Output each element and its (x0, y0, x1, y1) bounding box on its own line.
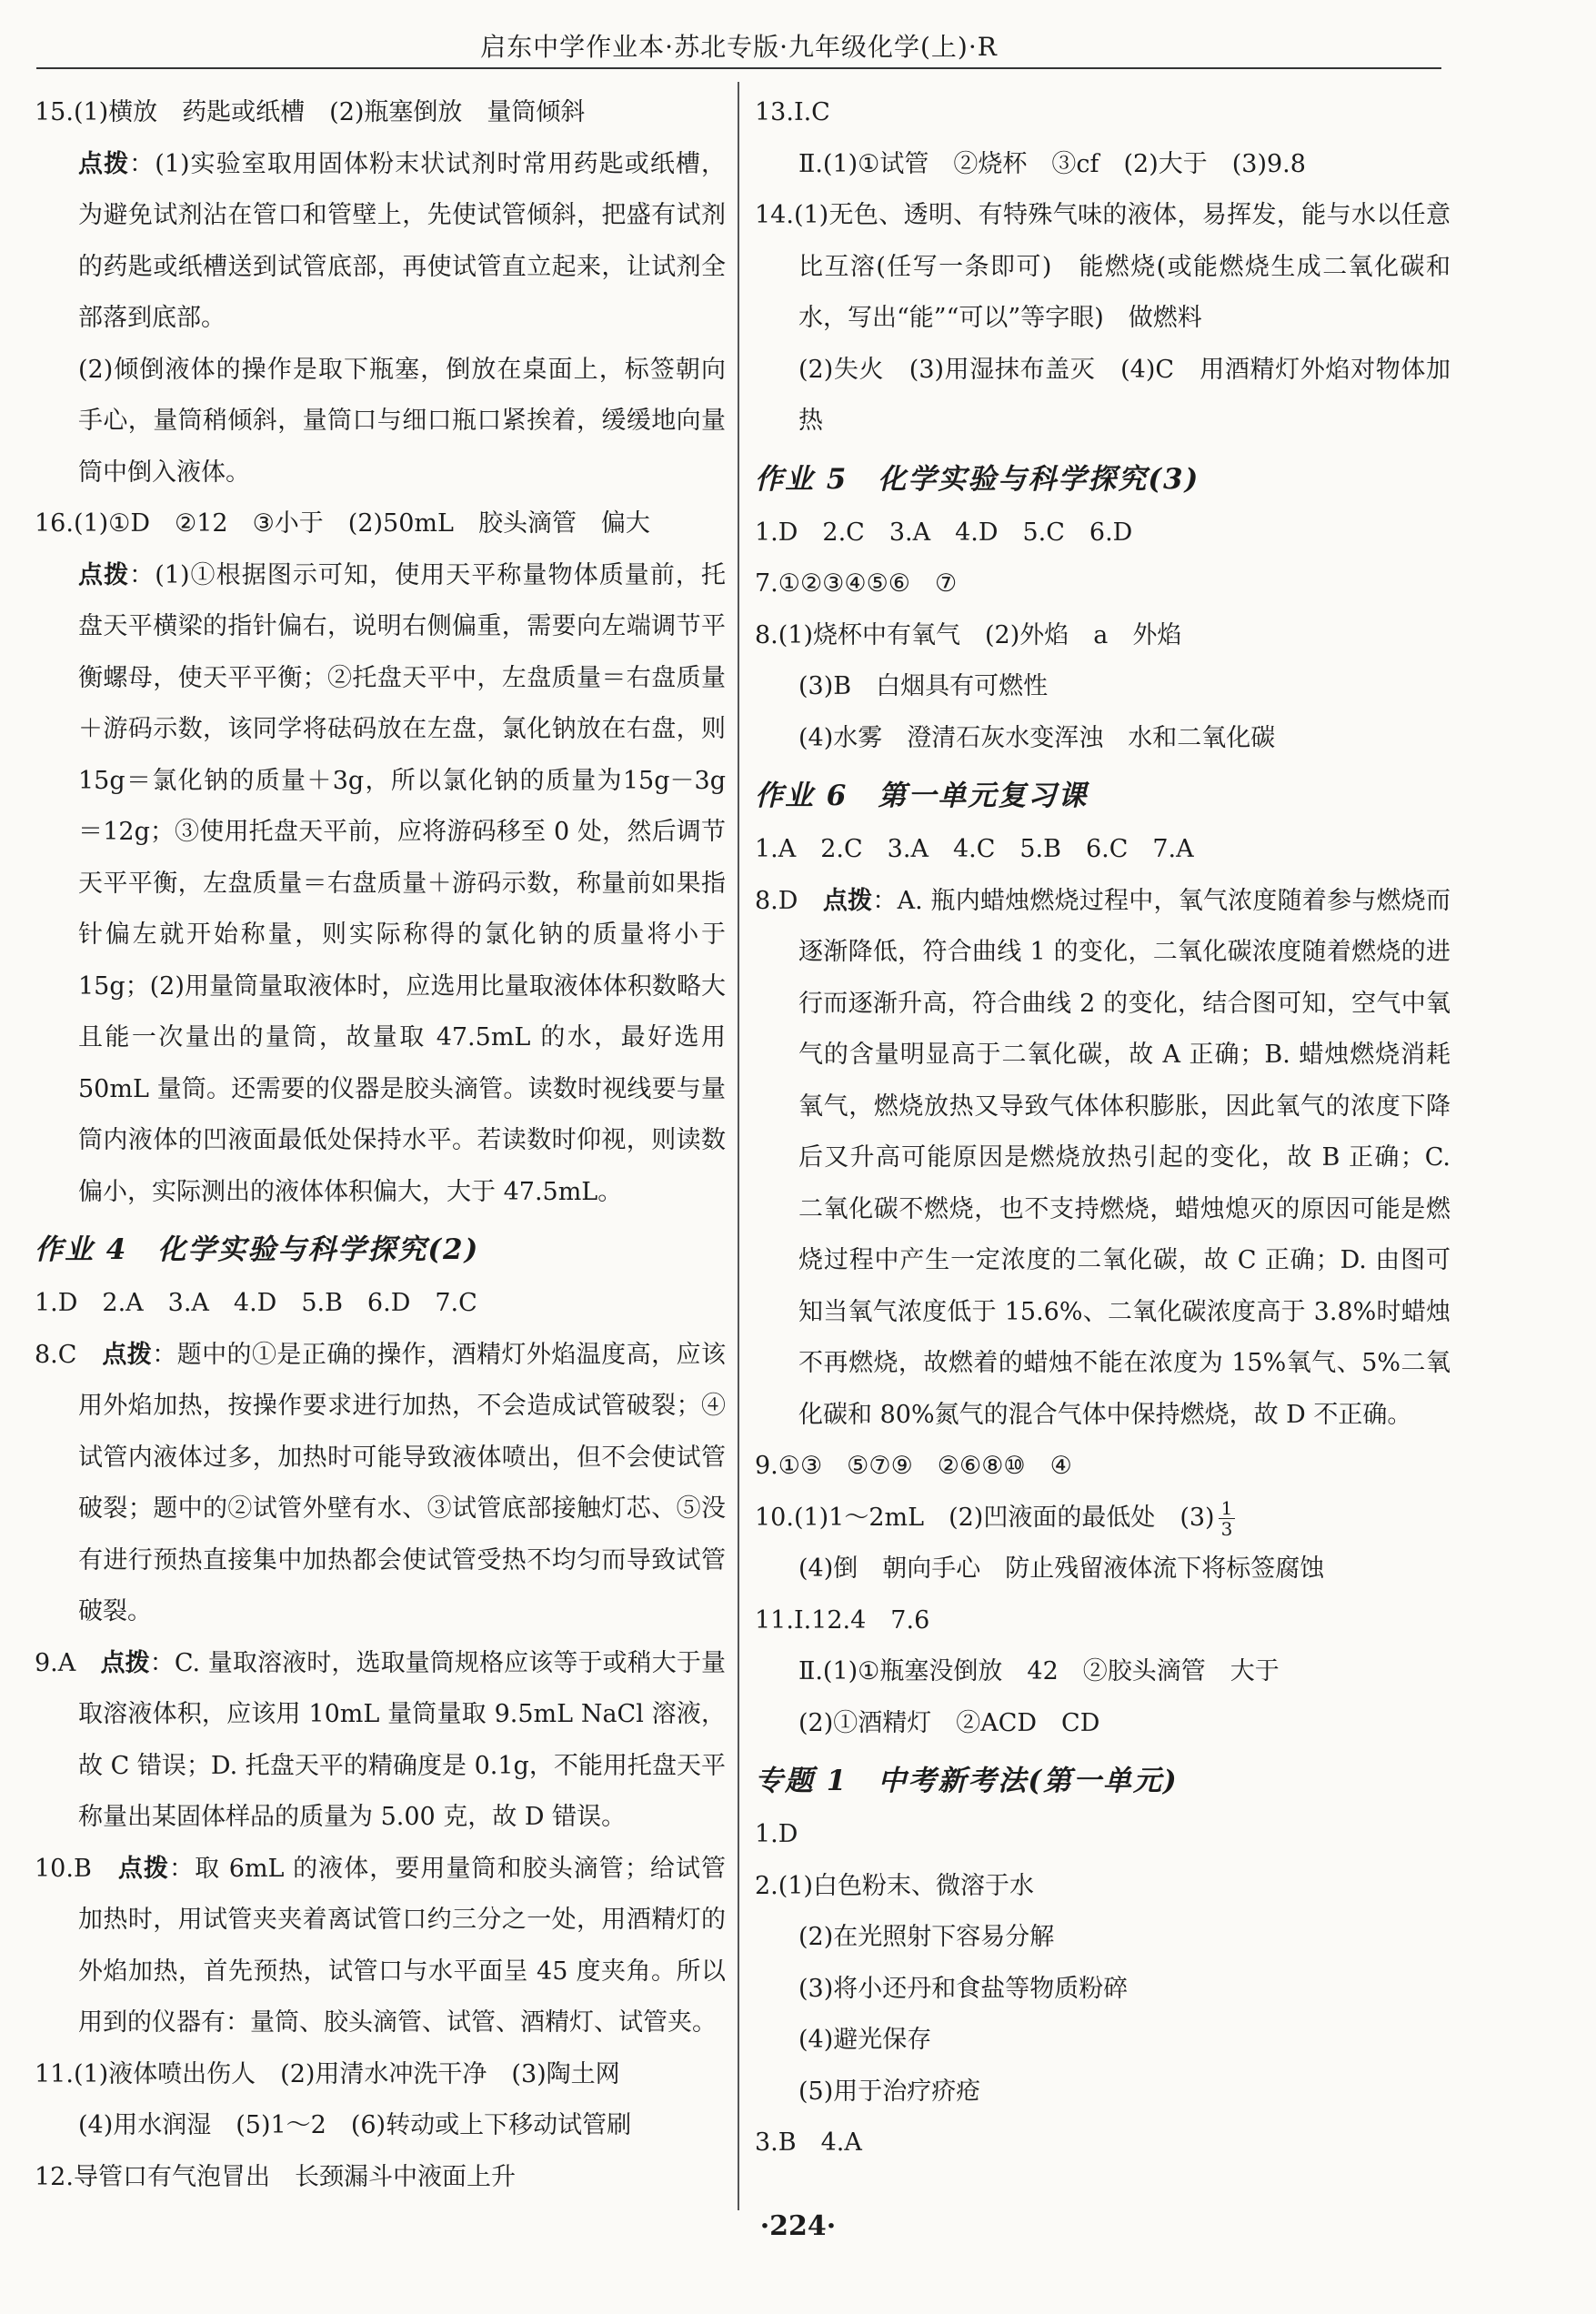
hw5-answers: 1.D 2.C 3.A 4.D 5.C 6.D (755, 518, 1133, 547)
topic1-q2-part3: (3)将小还丹和食盐等物质粉碎 (798, 1974, 1129, 2003)
hw4-q9-text: ：C. 量取溶液时，选取量筒规格应该等于或稍大于量取溶液体积，应该用 10mL 量筒量取 9.5mL NaCl 溶液，故 C 错误；D. 托盘天平的精确度是 0.1g，不能用托盘天平称量出某固体样品的质量为 5.00 克，故 D 错误。 (78, 1648, 726, 1831)
tip-label: 点拨 (78, 560, 130, 589)
hw4-q10-text: ：取 6mL 的液体，要用量筒和胶头滴管；给试管加热时，用试管夹夹着离试管口约三分之一处，用酒精灯的外焰加热，首先预热，试管口与水平面呈 45 度夹角。所以用到的仪器有：量筒、胶头滴管、试管、酒精灯、试管夹。 (78, 1854, 727, 2037)
section-title-topic1: 专题 1 中考新考法(第一单元) (755, 1765, 1179, 1797)
column-divider (738, 82, 739, 2210)
hw6-q8 (755, 876, 1450, 1442)
hw6-q11-part3: (2)①酒精灯 ②ACD CD (798, 1708, 1100, 1737)
q-number: 8.D (755, 886, 823, 915)
hw6-q10-text: 10.(1)1～2mL (2)凹液面的最低处 (3) (755, 1503, 1215, 1532)
topic1-q2-part5: (5)用于治疗疥疮 (798, 2077, 981, 2106)
q-number: 9.A (35, 1648, 101, 1677)
q-number: 8.C (35, 1340, 103, 1369)
q13-line2: Ⅱ.(1)①试管 ②烧杯 ③cf (2)大于 (3)9.8 (798, 149, 1306, 178)
q14-line1: 14.(1)无色、透明、有特殊气味的液体，易挥发，能与水以任意比互溶(任写一条即可) 能燃烧(或能燃烧生成二氧化碳和水，写出“能”“可以”等字眼) 做燃料 (755, 201, 1450, 332)
hw4-q12: 12.导管口有气泡冒出 长颈漏斗中液面上升 (35, 2162, 516, 2191)
hw6-q10 (755, 1493, 1450, 1544)
page-header: 启东中学作业本·苏北专版·九年级化学(上)·R (36, 27, 1441, 69)
q15-tip-text: ：(1)实验室取用固体粉末状试剂时常用药匙或纸槽，为避免试剂沾在管口和管壁上，先使试管倾斜，把盛有试剂的药匙或纸槽送到试管底部，再使试管直立起来，让试剂全部落到底部。 (78, 149, 727, 332)
hw6-q9: 9.①③ ⑤⑦⑨ ②⑥⑧⑩ ④ (755, 1452, 1072, 1480)
section-title-hw5: 作业 5 化学实验与科学探究(3) (755, 462, 1200, 496)
q16-tip (35, 550, 726, 1219)
q-number: 10.B (35, 1854, 118, 1883)
hw6-q8-text: ：A. 瓶内蜡烛燃烧过程中，氧气浓度随着参与燃烧而逐渐降低，符合曲线 1 的变化，二氧化碳浓度随着燃烧的进行而逐渐升高，符合曲线 2 的变化，结合图可知，空气中氧气的含量明显高于二氧化碳，故 A 正确；B. 蜡烛燃烧消耗氧气，燃烧放热又导致气体体积膨胀，因此氧气的浓度下降后又升高可能原因是燃烧放热引起的变化，故 B 正确；C. 二氧化碳不燃烧，也不支持燃烧，蜡烛熄灭的原因可能是燃烧过程中产生一定浓度的二氧化碳，故 C 正确；D. 由图可知当氧气浓度低于 15.6%、二氧化碳浓度高于 3.8%时蜡烛不再燃烧，故燃着的蜡烛不能在浓度为 15%氧气、5%二氧化碳和 80%氮气的混合气体中保持燃烧，故 D 不正确。 (798, 886, 1451, 1429)
hw6-q11-part2: Ⅱ.(1)①瓶塞没倒放 42 ②胶头滴管 大于 (798, 1657, 1280, 1685)
fraction-numerator: 1 (1219, 1498, 1236, 1519)
hw6-q11: 11.Ⅰ.12.4 7.6 (755, 1605, 930, 1635)
q15-answer: 15.(1)横放 药匙或纸槽 (2)瓶塞倒放 量筒倾斜 (35, 98, 586, 126)
hw6-answers: 1.A 2.C 3.A 4.C 5.B 6.C 7.A (755, 835, 1194, 863)
hw5-q7: 7.①②③④⑤⑥ ⑦ (755, 569, 958, 598)
topic1-q2-part2: (2)在光照射下容易分解 (798, 1923, 1055, 1951)
page-number: ·224· (759, 2210, 837, 2242)
topic1-q3-q4: 3.B 4.A (755, 2128, 862, 2157)
tip-label: 点拨 (822, 886, 873, 915)
hw6-q10-part4: (4)倒 朝向手心 防止残留液体流下将标签腐蚀 (798, 1554, 1325, 1583)
hw5-q8: 8.(1)烧杯中有氧气 (2)外焰 a 外焰 (755, 620, 1182, 649)
fraction-one-third (1219, 1498, 1236, 1539)
section-title-hw4: 作业 4 化学实验与科学探究(2) (35, 1233, 480, 1266)
q15-tip-2: (2)倾倒液体的操作是取下瓶塞，倒放在桌面上，标签朝向手心，量筒稍倾斜，量筒口与细口瓶口紧挨着，缓缓地向量筒中倒入液体。 (78, 355, 726, 487)
tip-label: 点拨 (117, 1854, 170, 1883)
hw4-q11-line2: (4)用水润湿 (5)1～2 (6)转动或上下移动试管刷 (78, 2111, 632, 2139)
q16-tip-text: ：(1)①根据图示可知，使用天平称量物体质量前，托盘天平横梁的指针偏右，说明右侧偏重，需要向左端调节平衡螺母，使天平平衡；②托盘天平中，左盘质量＝右盘质量＋游码示数，该同学将砝码放在左盘，氯化钠放在右盘，则 15g＝氯化钠的质量＋3g，所以氯化钠的质量为15g－3g＝12g；③使用托盘天平前，应将游码移至 0 处，然后调节天平平衡，左盘质量＝右盘质量＋游码示数，称量前如果指针偏左就开始称量，则实际称得的氯化钠的质量将小于 15g；(2)用量筒量取液体时，应选用比量取液体体积数略大且能一次量出的量筒，故量取 47.5mL 的水，最好选用 50mL 量筒。还需要的仪器是胶头滴管。读数时视线要与量筒内液体的凹液面最低处保持水平。若读数时仰视，则读数偏小，实际测出的液体体积偏大，大于 47.5mL。 (78, 560, 727, 1206)
right-column (755, 87, 1450, 2169)
q14-line2: (2)失火 (3)用湿抹布盖灭 (4)C 用酒精灯外焰对物体加热 (798, 355, 1450, 435)
q15-tip (35, 139, 726, 345)
hw4-q10 (35, 1844, 726, 2049)
hw5-q8-part4: (4)水雾 澄清石灰水变浑浊 水和二氧化碳 (798, 723, 1276, 752)
hw4-answers: 1.D 2.A 3.A 4.D 5.B 6.D 7.C (35, 1289, 477, 1317)
tip-label: 点拨 (78, 149, 130, 178)
hw4-q9 (35, 1638, 726, 1844)
hw5-q8-part3: (3)B 白烟具有可燃性 (798, 672, 1049, 700)
q16-answer: 16.(1)①D ②12 ③小于 (2)50mL 胶头滴管 偏大 (35, 509, 650, 538)
topic1-q2: 2.(1)白色粉末、微溶于水 (755, 1871, 1035, 1900)
hw4-q11-line1: 11.(1)液体喷出伤人 (2)用清水冲洗干净 (3)陶土网 (35, 2059, 620, 2088)
hw4-q8 (35, 1330, 726, 1638)
section-title-hw6: 作业 6 第一单元复习课 (755, 780, 1089, 812)
hw4-q8-text: ：题中的①是正确的操作，酒精灯外焰温度高，应该用外焰加热，按操作要求进行加热，不会造成试管破裂；④试管内液体过多，加热时可能导致液体喷出，但不会使试管破裂；题中的②试管外壁有水、③试管底部接触灯芯、⑤没有进行预热直接集中加热都会使试管受热不均匀而导致试管破裂。 (78, 1340, 726, 1625)
topic1-q1: 1.D (755, 1820, 798, 1848)
q13-line1: 13.Ⅰ.C (755, 98, 830, 126)
fraction-denominator: 3 (1220, 1517, 1233, 1540)
left-column (35, 87, 726, 2203)
tip-label: 点拨 (100, 1648, 150, 1677)
topic1-q2-part4: (4)避光保存 (798, 2026, 932, 2054)
tip-label: 点拨 (102, 1340, 153, 1369)
